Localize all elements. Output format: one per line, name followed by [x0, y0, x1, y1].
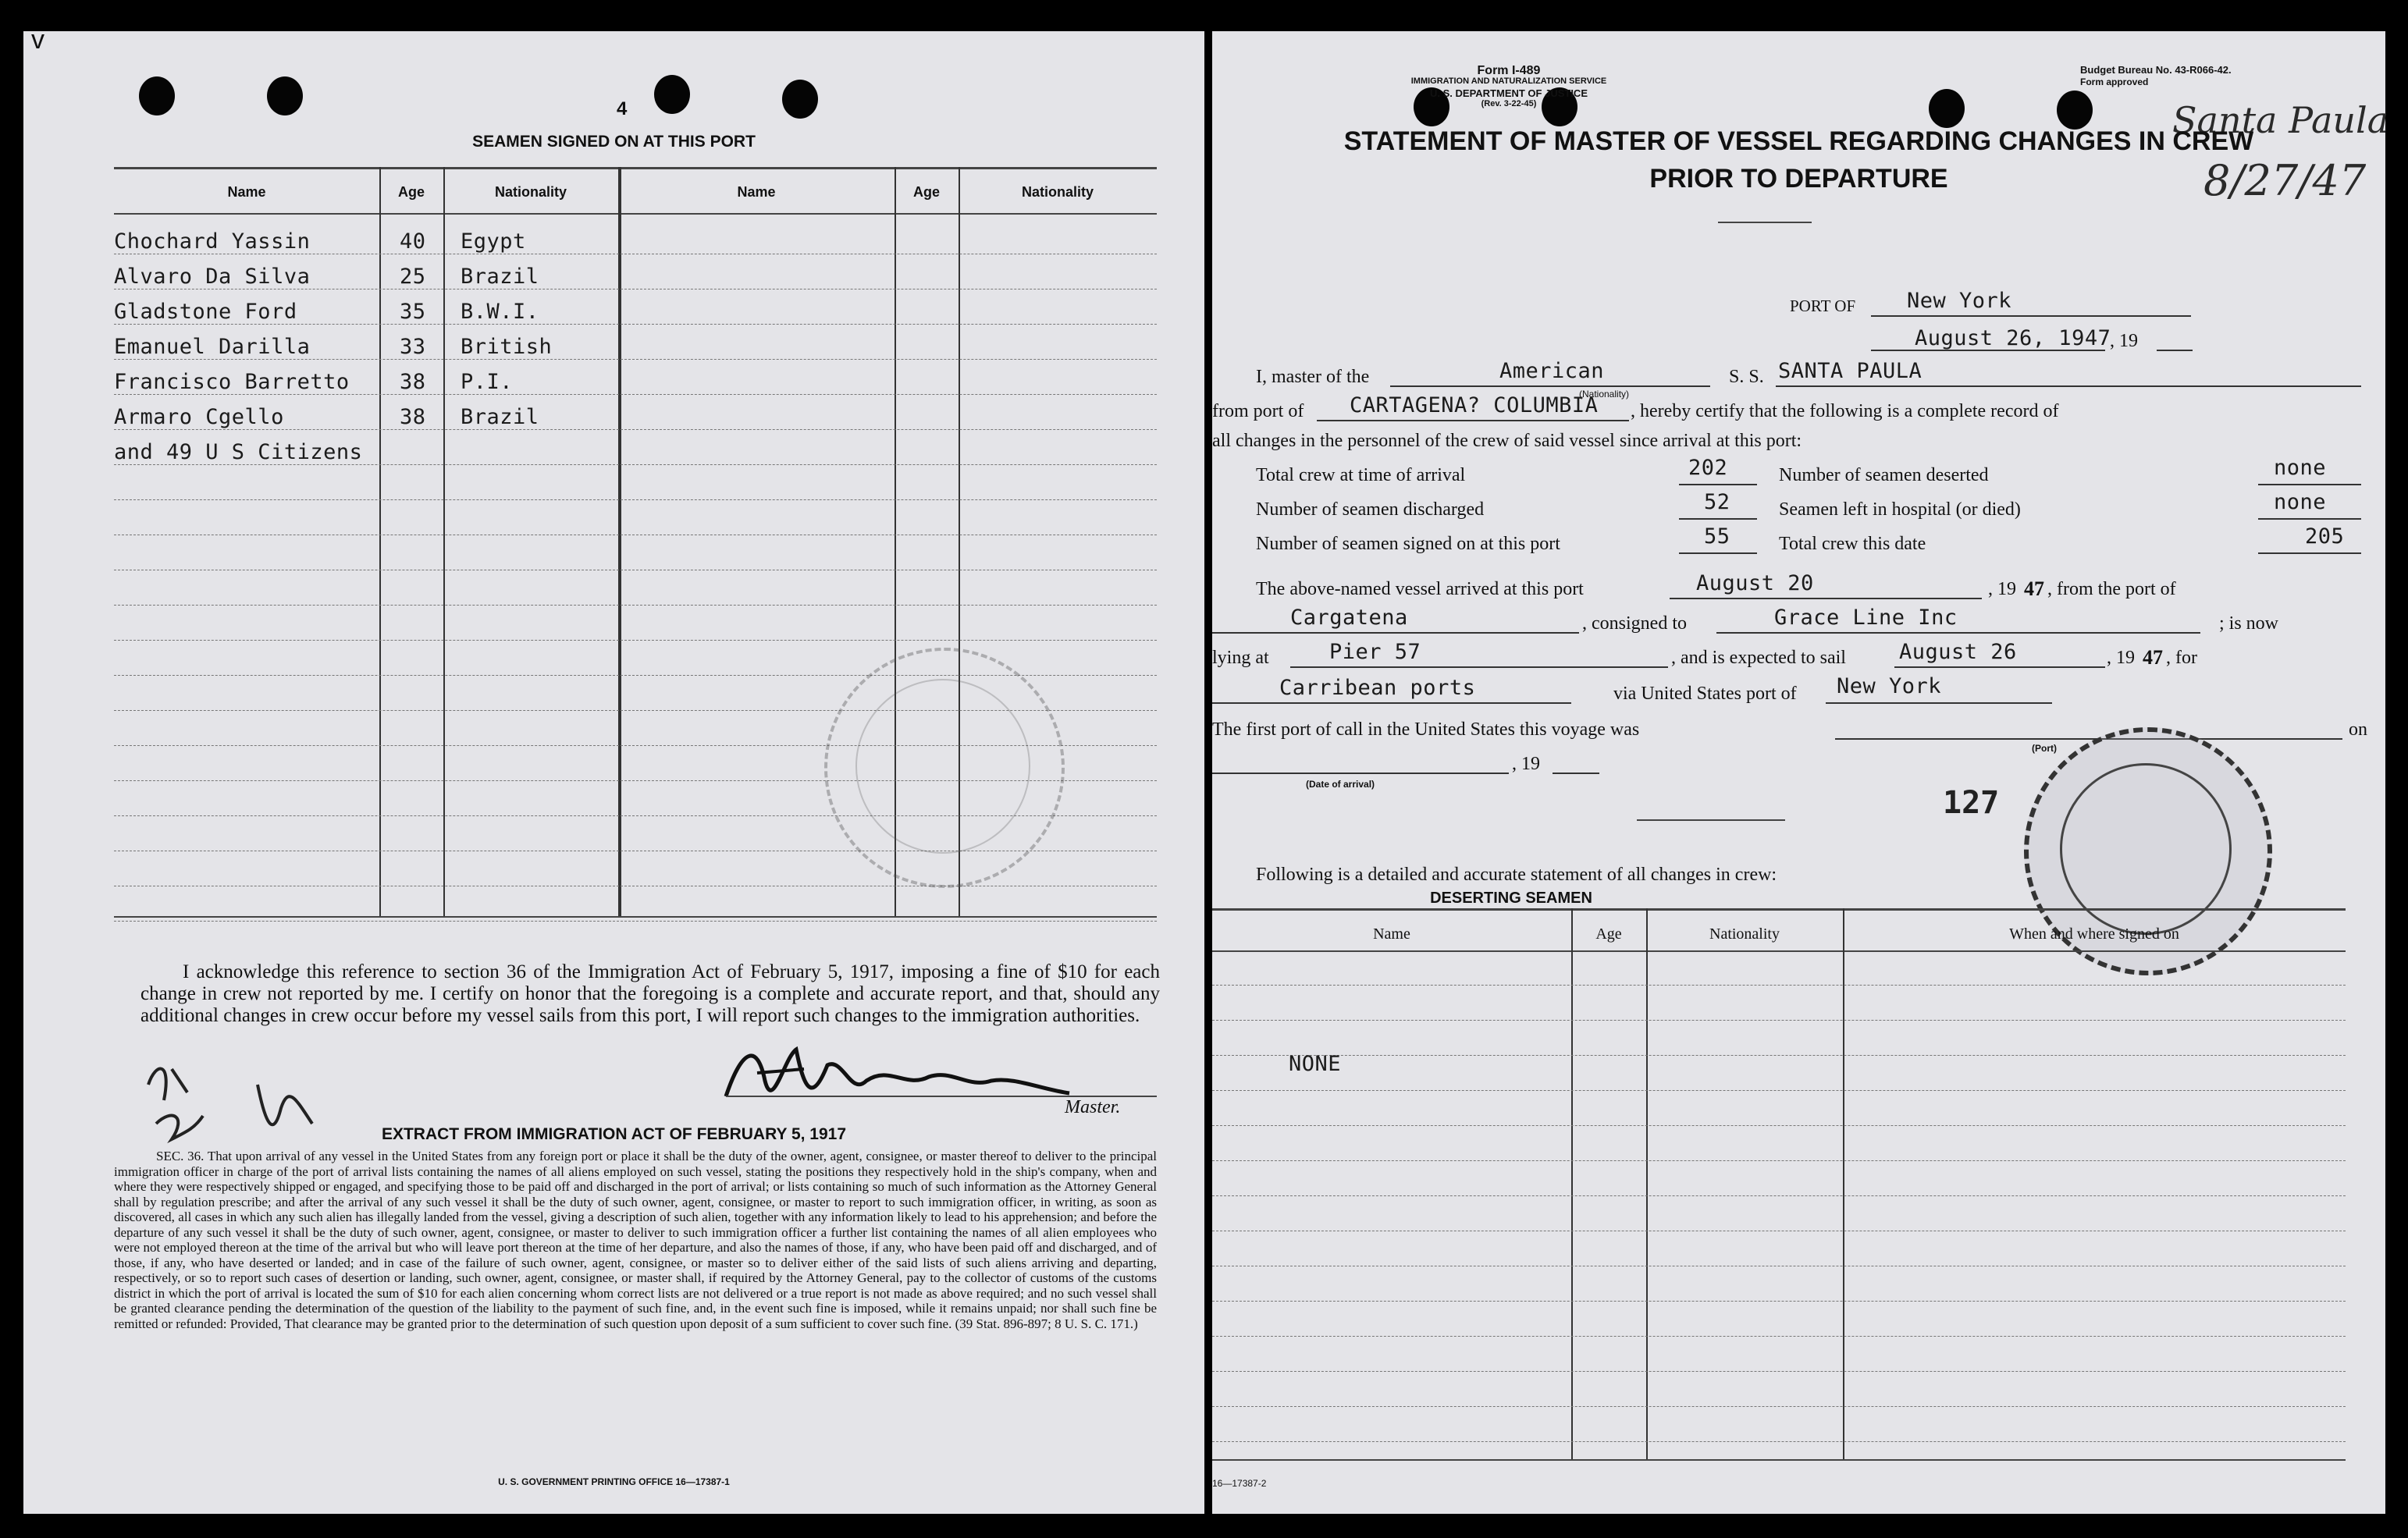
date-arrival-caption: (Date of arrival): [1306, 779, 1375, 790]
seaman-name: Gladstone Ford: [114, 300, 297, 324]
signed-on-label: Number of seamen signed on at this port: [1256, 534, 1560, 554]
from-port-label: from port of: [1212, 401, 1304, 421]
punch-hole: [267, 76, 303, 115]
destination-line: [1212, 702, 1571, 704]
handwritten-ship-name: Santa Paula: [2172, 99, 2389, 141]
seaman-nationality: Brazil: [461, 405, 539, 429]
row-rule: [1212, 985, 2346, 986]
left-page: [23, 25, 1204, 1514]
row-rule: [1212, 1055, 2346, 1056]
deserting-table-bottom: [1212, 1459, 2346, 1461]
row-rule: [1212, 1371, 2346, 1372]
date-arrival-line: [1212, 773, 1509, 774]
column-header-name-2: Name: [737, 184, 776, 200]
column-header-nationality: Nationality: [494, 184, 567, 200]
column-header-age: Age: [397, 184, 425, 200]
seaman-name: Chochard Yassin: [114, 229, 311, 254]
row-rule: [114, 499, 1157, 500]
row-rule: [114, 359, 1157, 360]
column-divider: [1571, 908, 1573, 1459]
lying-line: [1290, 666, 1668, 668]
seaman-nationality: P.I.: [461, 370, 514, 394]
master-signature: [710, 1034, 1077, 1120]
separator-rule: [1637, 819, 1785, 821]
consigned-line: [1716, 632, 2200, 634]
column-divider: [1646, 908, 1648, 1459]
lying-label: lying at: [1212, 648, 1269, 668]
master-label: Master.: [1065, 1097, 1121, 1117]
faded-stamp-inner: [855, 679, 1030, 854]
table-header-rule: [114, 213, 1157, 215]
signed-on-line: [1679, 552, 1757, 554]
seaman-age: 25: [400, 265, 426, 289]
is-now-label: ; is now: [2219, 613, 2279, 634]
right-page: [1212, 31, 2389, 1514]
date-year-label: , 19: [2110, 331, 2138, 351]
from-the-port-line: [1212, 632, 1579, 634]
from-the-port-label: , from the port of: [2047, 579, 2176, 599]
arrived-year: 47: [2024, 577, 2044, 600]
ship-name-line: [1776, 385, 2361, 387]
row-rule: [114, 464, 1157, 465]
via-line: [1826, 702, 2052, 704]
deserting-header-nationality: Nationality: [1709, 925, 1780, 943]
port-value: New York: [1907, 289, 2012, 313]
table-top-rule: [114, 167, 1157, 169]
arrived-year-prefix: , 19: [1988, 579, 2016, 599]
port-label: PORT OF: [1790, 297, 1856, 315]
consigned-value: Grace Line Inc: [1774, 606, 1958, 630]
extract-title: EXTRACT FROM IMMIGRATION ACT OF FEBRUARY 5, 1917: [381, 1125, 847, 1143]
discharged-label: Number of seamen discharged: [1256, 499, 1485, 520]
form-title-line-1: STATEMENT OF MASTER OF VESSEL REGARDING CHANGES IN CREW: [1343, 126, 2254, 156]
discharged-line: [1679, 518, 1757, 520]
seaman-nationality: Brazil: [461, 265, 539, 289]
handwritten-date: 8/27/47: [2203, 156, 2367, 205]
deserting-header-rule: [1212, 950, 2346, 952]
nationality-line: [1390, 385, 1710, 387]
deserting-entry: NONE: [1289, 1052, 1342, 1076]
row-rule: [114, 921, 1157, 922]
signed-on-value: 55: [1704, 524, 1730, 549]
extract-text: SEC. 36. That upon arrival of any vessel in the United States from any foreign port or place it shall be the duty of the owner, agent, consignee, or master thereof to deliver to the principal immigration officer in charge of the port of arrival lists containing the names of all aliens employed on such vessel, stating the positions they respectively hold in the ship's company, when and where they were respectively shipped or engaged, and specifying those to be paid off and discharged in the port of arrival; or lists containing so much of such information as the Attorney General shall by regulation prescribe; and after the arrival of any such vessel it shall be the duty of such owner, agent, consignee, or master to report to such immigration officer, in writing, as soon as discovered, all cases in which any such alien has illegally landed from the vessel, giving a description of such alien, together with any information likely to lead to his apprehension; and before the departure of any such vessel it shall be the duty of such owner, agent, consignee, or master to deliver to such immigration officer a further list containing the names of all alien employees who were not employed thereon at the time of the arrival but who will leave port thereon at the time of her departure, and also the names of those, if any, who have been paid off and discharged, and of those, if any, who have deserted or landed; and in case of the failure of such owner, agent, consignee, or master so to deliver either of the said lists of such aliens arriving and departing, respectively, or so to report such cases of desertion or landing, such owner, agent, consignee, or master shall, if required by the Attorney General, pay to the collector of customs of the customs district in which the port of arrival is located the sum of $10 for each alien concerning whom correct lists are not delivered or a true report is not made as above required; and no such vessel shall be granted clearance pending the determination of the question of the liability to the payment of such fine, and, in the event such fine is imposed, while it remains unpaid; nor shall such fine be remitted or refunded: Provided, That clearance may be granted prior to the determination of such question upon deposit of a sum sufficient to cover such fine. (39 Stat. 896-897; 8 U. S. C. 171.): [114, 1149, 1157, 1331]
form-revision: (Rev. 3-22-45): [1481, 99, 1537, 108]
sail-date: August 26: [1899, 640, 2017, 664]
row-rule: [114, 605, 1157, 606]
hospital-line: [2258, 518, 2361, 520]
port-caption: (Port): [2032, 743, 2057, 754]
row-rule: [114, 429, 1157, 430]
expected-label: , and is expected to sail: [1671, 648, 1846, 668]
agency-line-2: U. S. DEPARTMENT OF JUSTICE: [1430, 87, 1588, 99]
first-port-label: The first port of call in the United States this voyage was: [1212, 719, 1640, 740]
from-the-port-value: Cargatena: [1290, 606, 1408, 630]
page-number: 4: [617, 98, 628, 119]
from-port-line: [1317, 420, 1629, 421]
nationality-caption: (Nationality): [1579, 389, 1630, 400]
column-divider: [443, 167, 445, 916]
row-rule: [114, 324, 1157, 325]
seaman-nationality: British: [461, 335, 553, 359]
deserting-table-top: [1212, 908, 2346, 911]
via-value: New York: [1837, 674, 1942, 698]
punch-hole: [1929, 89, 1965, 128]
following-label: Following is a detailed and accurate statement of all changes in crew:: [1256, 865, 1777, 885]
punch-hole: [654, 75, 690, 114]
column-divider: [1843, 908, 1844, 1459]
deserted-label: Number of seamen deserted: [1779, 465, 1989, 485]
seaman-name: Alvaro Da Silva: [114, 265, 311, 289]
row-rule: [1212, 1301, 2346, 1302]
section-title: SEAMEN SIGNED ON AT THIS PORT: [472, 133, 756, 151]
acknowledgement-text: I acknowledge this reference to section 36 of the Immigration Act of February 5, 1917, imposing a fine of $10 for each change in crew not reported by me. I certify on honor that the foregoing is a complete and accurate report, and that, should any additional changes in crew occur before my vessel sails from this port, I will report such changes to the immigration authorities.: [140, 961, 1160, 1026]
row-rule: [1212, 1336, 2346, 1337]
title-rule: [1718, 222, 1812, 223]
destination-value: Carribean ports: [1279, 676, 1476, 700]
deserted-line: [2258, 484, 2361, 485]
arrived-label: The above-named vessel arrived at this port: [1256, 579, 1584, 599]
deserting-header-name: Name: [1373, 925, 1410, 943]
form-title-line-2: PRIOR TO DEPARTURE: [1649, 164, 1948, 194]
printer-line-right: 16—17387-2: [1212, 1478, 1267, 1489]
arrived-value: August 20: [1696, 571, 1814, 595]
certify-text: , hereby certify that the following is a complete record of: [1631, 401, 2059, 421]
agency-line-1: IMMIGRATION AND NATURALIZATION SERVICE: [1410, 76, 1607, 86]
row-rule: [1212, 1160, 2346, 1161]
on-label: on: [2349, 719, 2367, 740]
row-rule: [1212, 1406, 2346, 1407]
table-bottom-rule: [114, 916, 1157, 918]
deserting-header-age: Age: [1595, 925, 1622, 943]
hospital-value: none: [2274, 490, 2327, 514]
lying-value: Pier 57: [1329, 640, 1421, 664]
deserted-value: none: [2274, 456, 2327, 480]
seaman-nationality: B.W.I.: [461, 300, 539, 324]
discharged-value: 52: [1704, 490, 1730, 514]
total-crew-date-value: 205: [2305, 524, 2345, 549]
column-divider: [379, 167, 381, 916]
total-crew-date-label: Total crew this date: [1779, 534, 1926, 554]
seaman-nationality: Egypt: [461, 229, 526, 254]
seaman-age: 35: [400, 300, 426, 324]
row-rule: [114, 640, 1157, 641]
nationality-value: American: [1499, 359, 1605, 383]
total-crew-arrival-label: Total crew at time of arrival: [1256, 465, 1466, 485]
sail-year-prefix: , 19: [2107, 648, 2135, 668]
row-rule: [1212, 1195, 2346, 1196]
sheet-number: 127: [1943, 785, 2000, 821]
corner-mark: v: [31, 25, 44, 55]
certify-text-2: all changes in the personnel of the crew of said vessel since arrival at this port:: [1212, 431, 1802, 451]
sail-year: 47: [2143, 646, 2163, 669]
seaman-name: Armaro Cgello: [114, 405, 284, 429]
ss-label: S. S.: [1729, 367, 1764, 387]
total-crew-arrival: 202: [1688, 456, 1728, 480]
deserting-title: DESERTING SEAMEN: [1430, 890, 1592, 907]
row-rule: [1212, 1020, 2346, 1021]
sail-date-line: [1894, 666, 2105, 668]
seaman-name: Francisco Barretto: [114, 370, 350, 394]
arrived-line: [1670, 598, 1982, 599]
via-label: via United States port of: [1613, 684, 1797, 704]
first-port-line: [1835, 738, 2342, 740]
consigned-label: , consigned to: [1582, 613, 1687, 634]
punch-hole: [782, 80, 818, 119]
budget-bureau-number: Budget Bureau No. 43-R066-42.: [2080, 64, 2232, 76]
row-rule: [1212, 1125, 2346, 1126]
port-line: [1871, 315, 2191, 317]
row-rule: [114, 394, 1157, 395]
for-label: , for: [2166, 648, 2197, 668]
column-divider: [618, 167, 621, 916]
column-header-name: Name: [227, 184, 266, 200]
form-approved: Form approved: [2080, 76, 2149, 87]
date-year-line: [2157, 350, 2193, 351]
total-crew-date-line: [2258, 552, 2361, 554]
from-port-value: CARTAGENA? COLUMBIA: [1350, 393, 1599, 417]
seaman-name: Emanuel Darilla: [114, 335, 311, 359]
printer-line: U. S. GOVERNMENT PRINTING OFFICE 16—17387-1: [498, 1476, 730, 1487]
date-arrival-suffix: , 19: [1512, 754, 1540, 774]
column-header-nationality-2: Nationality: [1021, 184, 1094, 200]
seaman-age: 33: [400, 335, 426, 359]
handwritten-initials: [140, 1053, 343, 1163]
row-rule: [1212, 1441, 2346, 1442]
total-crew-arrival-line: [1679, 484, 1757, 485]
ship-name: SANTA PAULA: [1778, 359, 1922, 383]
date-arrival-year-line: [1553, 773, 1599, 774]
hospital-label: Seamen left in hospital (or died): [1779, 499, 2021, 520]
seaman-age: 38: [400, 370, 426, 394]
row-rule: [1212, 1090, 2346, 1091]
seaman-age: 38: [400, 405, 426, 429]
deserting-header-when-where: When and where signed on: [2009, 925, 2179, 943]
master-of-label: I, master of the: [1256, 367, 1370, 387]
column-header-age-2: Age: [912, 184, 940, 200]
punch-hole: [139, 76, 175, 115]
us-citizens-note: and 49 U S Citizens: [114, 440, 363, 464]
date-value: August 26, 1947: [1915, 326, 2111, 350]
form-number: Form I-489: [1477, 64, 1541, 77]
seaman-age: 40: [400, 229, 426, 254]
